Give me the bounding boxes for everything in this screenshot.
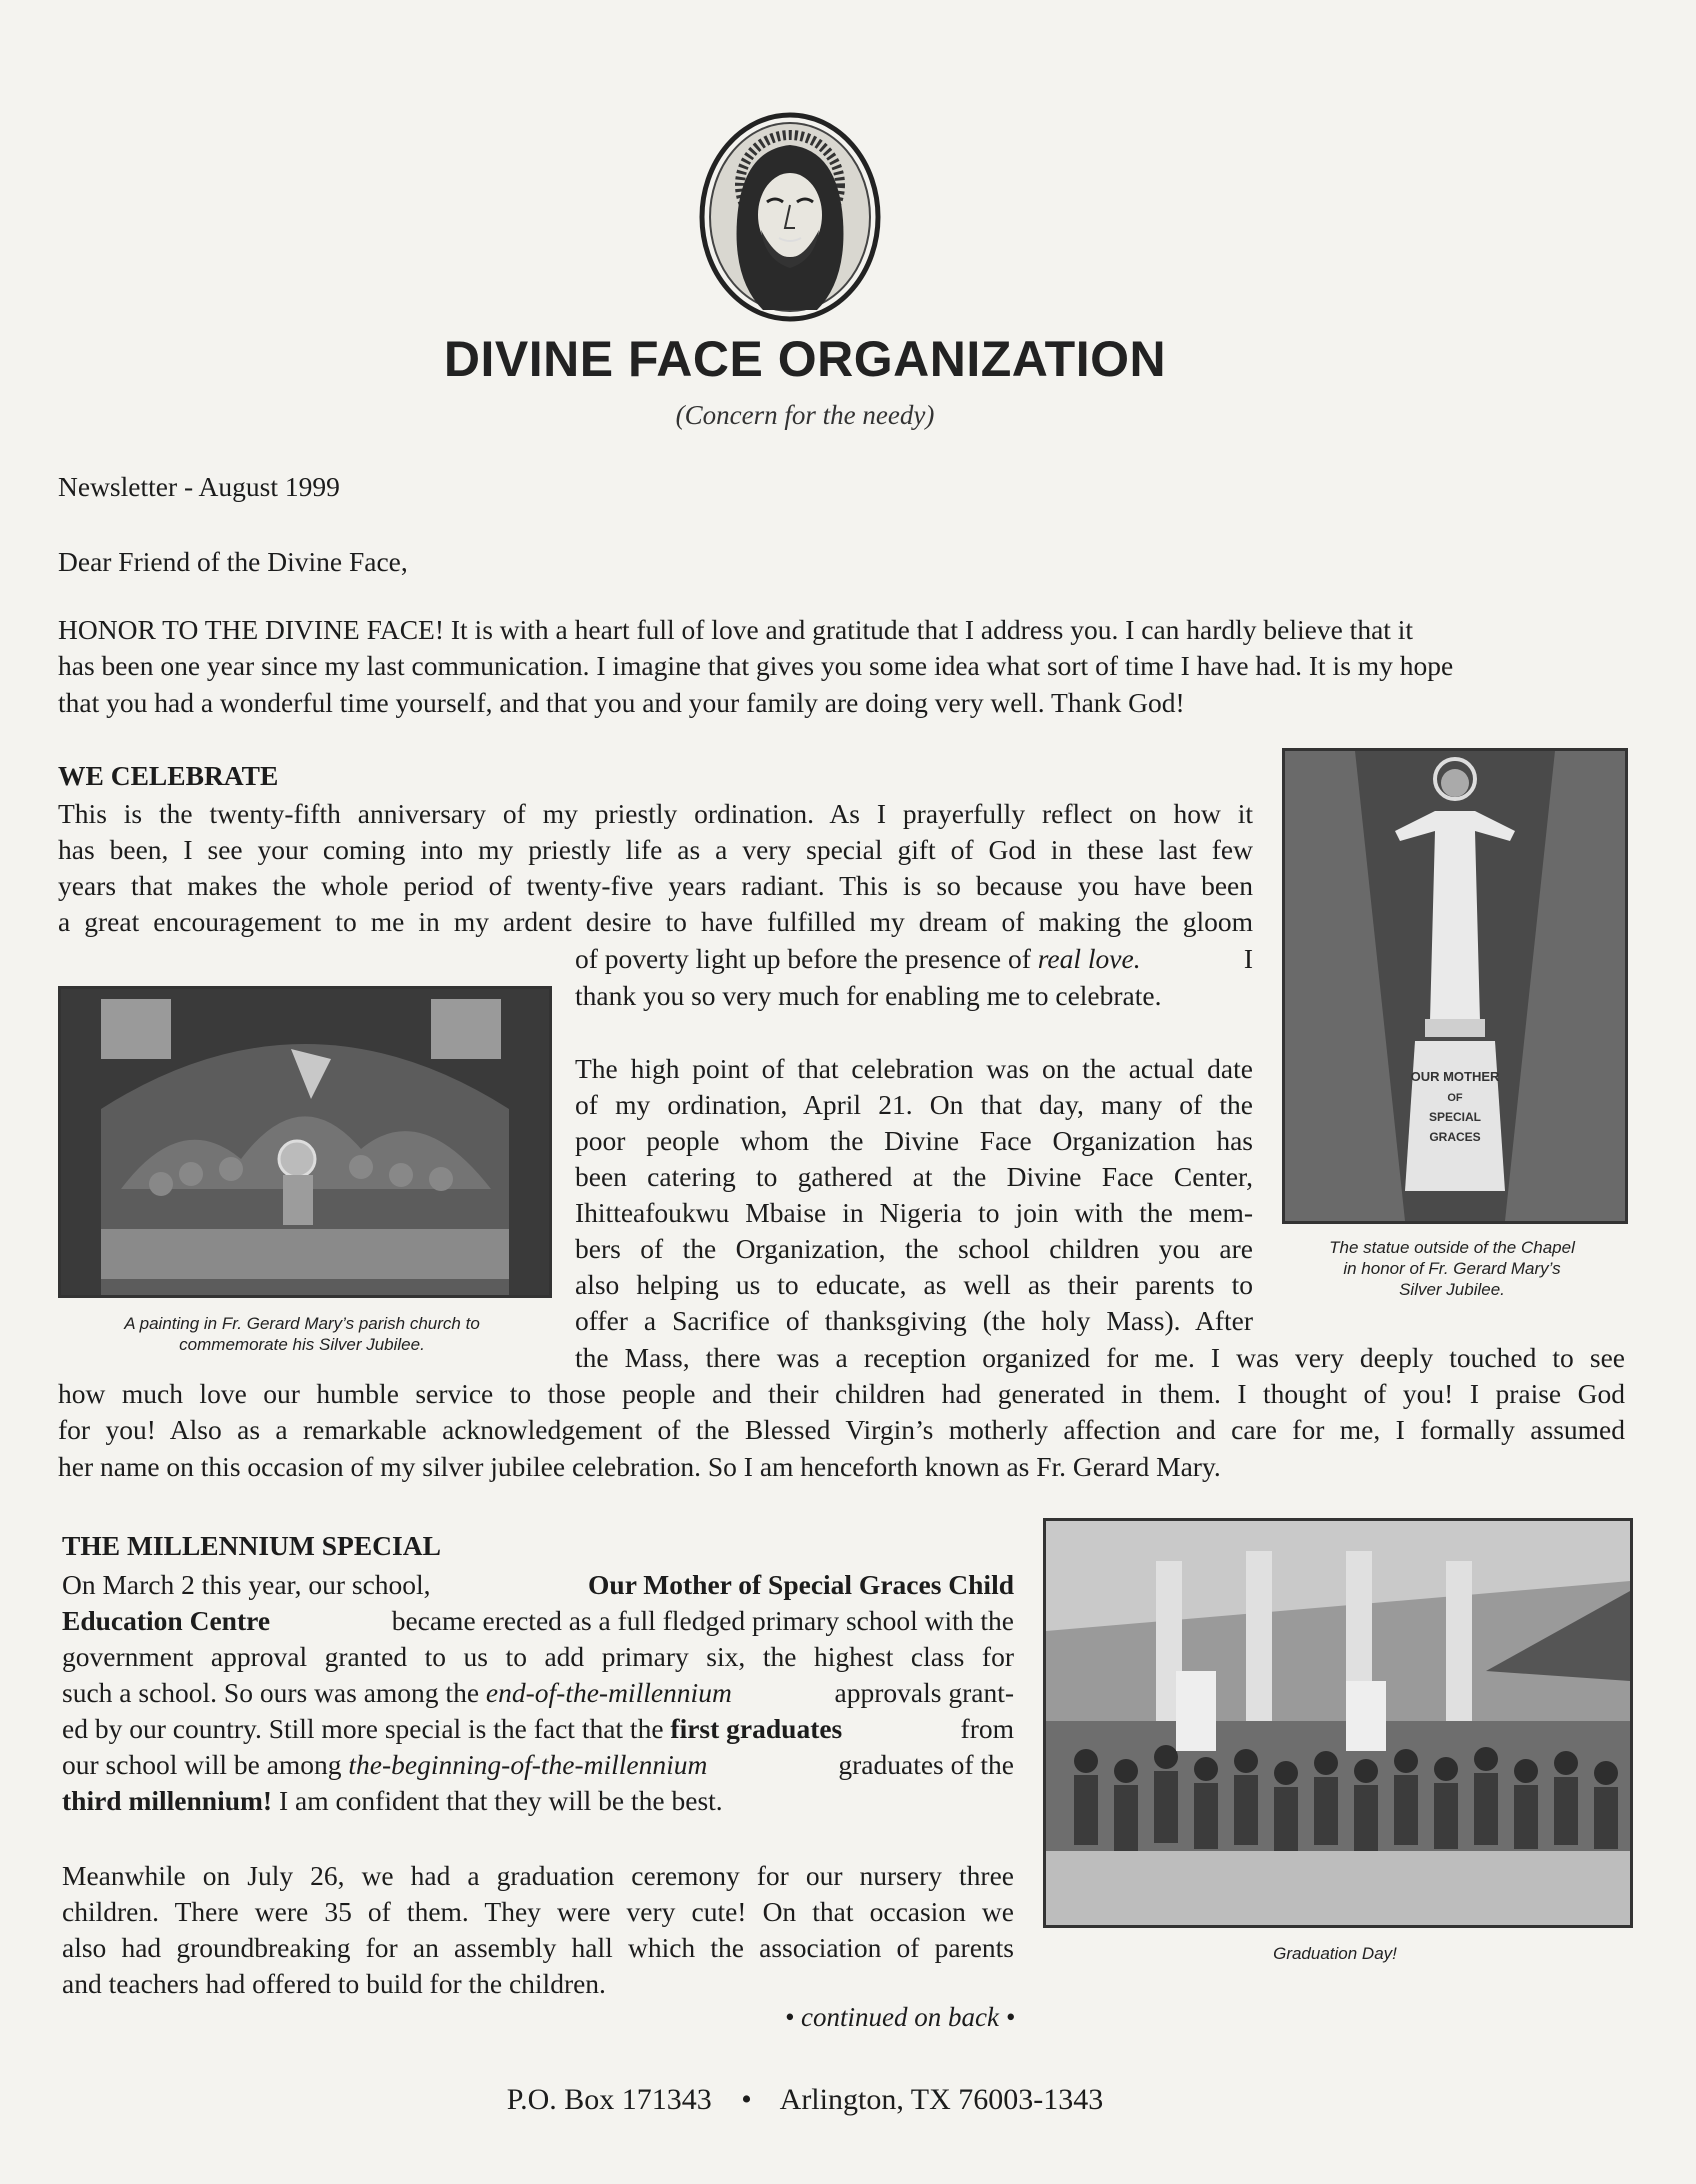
- millennium-text: approvals grant-: [834, 1677, 1014, 1708]
- millennium-line: government approval granted to us to add primary six, the highest class for: [62, 1641, 1014, 1672]
- intro-line: HONOR TO THE DIVINE FACE! It is with a heart full of love and gratitude that I address you. I can hardly believe that it: [58, 614, 1414, 645]
- celebrate-line: offer a Sacrifice of thanksgiving (the holy Mass). After: [575, 1305, 1253, 1336]
- intro-line: that you had a wonderful time yourself, and that you and your family are doing very well. Thank God!: [58, 687, 1185, 718]
- celebrate-line: for you! Also as a remarkable acknowledgement of the Blessed Virgin’s motherly affection and care for me, I formally assumed: [58, 1414, 1625, 1445]
- millennium-text: our school will be among: [62, 1749, 349, 1780]
- millennium-text: became erected as a full fledged primary school with the: [391, 1605, 1014, 1636]
- celebrate-line: has been, I see your coming into my priestly life as a very special gift of God in these last few: [58, 834, 1253, 865]
- organization-tagline: (Concern for the needy): [675, 400, 935, 430]
- statue-plaque-line: OUR MOTHER: [1410, 1069, 1500, 1084]
- millennium-emphasis: the-beginning-of-the-millennium: [348, 1749, 708, 1780]
- celebrate-line: a great encouragement to me in my ardent desire to have fulfilled my dream of making the gloom: [58, 906, 1253, 937]
- millennium-line: [62, 1567, 1014, 1604]
- graduation-caption: Graduation Day!: [1273, 1944, 1397, 1963]
- statue-photo: [1282, 748, 1628, 1224]
- section-heading-millennium: THE MILLENNIUM SPECIAL: [62, 1530, 441, 1561]
- celebrate-line: of my ordination, April 21. On that day, many of the: [575, 1089, 1253, 1120]
- celebrate-line: Ihitteafoukwu Mbaise in Nigeria to join with the mem-: [575, 1197, 1253, 1228]
- painting-caption-line: A painting in Fr. Gerard Mary’s parish church to: [124, 1314, 480, 1333]
- statue-caption: [1282, 1237, 1622, 1300]
- celebrate-line: bers of the Organization, the school children you are: [575, 1233, 1253, 1264]
- millennium-text: I am confident that they will be the best.: [272, 1785, 723, 1816]
- school-name-bold: Education Centre: [62, 1605, 271, 1636]
- statue-caption-line: in honor of Fr. Gerard Mary’s: [1343, 1259, 1561, 1278]
- first-graduates-bold: first graduates: [670, 1713, 843, 1744]
- salutation: Dear Friend of the Divine Face,: [58, 546, 408, 577]
- organization-title: DIVINE FACE ORGANIZATION: [443, 331, 1167, 387]
- poverty-text: of poverty light up before the presence of: [575, 943, 1038, 974]
- poverty-tail: I: [1243, 943, 1253, 974]
- celebrate-line: This is the twenty-fifth anniversary of my priestly ordination. As I prayerfully reflect on how it: [58, 798, 1253, 829]
- celebrate-line: the Mass, there was a reception organized for me. I was very deeply touched to see: [575, 1342, 1625, 1373]
- intro-line: has been one year since my last communication. I imagine that gives you some idea what sort of time I have had. It is my hope: [58, 650, 1454, 681]
- third-millennium-bold: third millennium!: [62, 1785, 273, 1816]
- newsletter-date: Newsletter - August 1999: [58, 471, 340, 502]
- painting-photo: [58, 986, 552, 1298]
- celebrate-line: thank you so very much for enabling me to celebrate.: [575, 980, 1162, 1011]
- footer-po-box: P.O. Box 171343: [506, 2083, 712, 2116]
- school-name-bold: Our Mother of Special Graces Child: [588, 1569, 1014, 1600]
- millennium-line: [62, 1603, 1014, 1640]
- celebrate-line: how much love our humble service to those people and their children had generated in them. I thought of you! I praise God: [58, 1378, 1625, 1409]
- footer-address: [0, 2083, 1610, 2117]
- millennium-text: On March 2 this year, our school,: [62, 1569, 431, 1600]
- millennium-line: also had groundbreaking for an assembly hall which the association of parents: [62, 1932, 1014, 1963]
- millennium-text: such a school. So ours was among the: [62, 1677, 486, 1708]
- celebrate-line: The high point of that celebration was on the actual date: [575, 1053, 1253, 1084]
- painting-caption-line: commemorate his Silver Jubilee.: [179, 1335, 425, 1354]
- statue-plaque-line: GRACES: [1429, 1130, 1481, 1144]
- millennium-line: Meanwhile on July 26, we had a graduation ceremony for our nursery three: [62, 1860, 1014, 1891]
- footer-separator: •: [741, 2083, 752, 2116]
- millennium-emphasis: end-of-the-millennium: [485, 1677, 732, 1708]
- continued-on-back: • continued on back •: [784, 2002, 1016, 2032]
- statue-caption-line: The statue outside of the Chapel: [1329, 1238, 1575, 1257]
- celebrate-line: years that makes the whole period of twenty-five years radiant. This is so because you have been: [58, 870, 1253, 901]
- millennium-line: [62, 1711, 1014, 1748]
- section-heading-celebrate: WE CELEBRATE: [58, 760, 279, 791]
- celebrate-line: been catering to gathered at the Divine Face Center,: [575, 1161, 1253, 1192]
- celebrate-line: poor people whom the Divine Face Organization has: [575, 1125, 1253, 1156]
- statue-caption-line: Silver Jubilee.: [1399, 1280, 1505, 1299]
- statue-plaque-line: SPECIAL: [1428, 1110, 1482, 1124]
- celebrate-line: also helping us to educate, as well as their parents to: [575, 1269, 1253, 1300]
- graduation-photo: [1043, 1518, 1633, 1928]
- celebrate-line: [575, 941, 1253, 978]
- statue-plaque-line: OF: [1447, 1092, 1463, 1104]
- millennium-line: children. There were 35 of them. They were very cute! On that occasion we: [62, 1896, 1014, 1927]
- millennium-line: [62, 1783, 723, 1820]
- millennium-text: ed by our country. Still more special is the fact that the: [62, 1713, 671, 1744]
- footer-city: Arlington, TX 76003-1343: [779, 2083, 1104, 2116]
- celebrate-line: her name on this occasion of my silver jubilee celebration. So I am henceforth known as Fr. Gerard Mary.: [58, 1451, 1221, 1482]
- millennium-line: [62, 1747, 1014, 1784]
- millennium-text: from: [960, 1713, 1014, 1744]
- millennium-text: graduates of the: [838, 1749, 1014, 1780]
- divine-face-logo: [697, 110, 883, 325]
- millennium-line: [62, 1675, 1014, 1712]
- millennium-line: and teachers had offered to build for the children.: [62, 1968, 606, 1999]
- real-love-emphasis: real love.: [1037, 943, 1141, 974]
- painting-caption: [58, 1313, 546, 1355]
